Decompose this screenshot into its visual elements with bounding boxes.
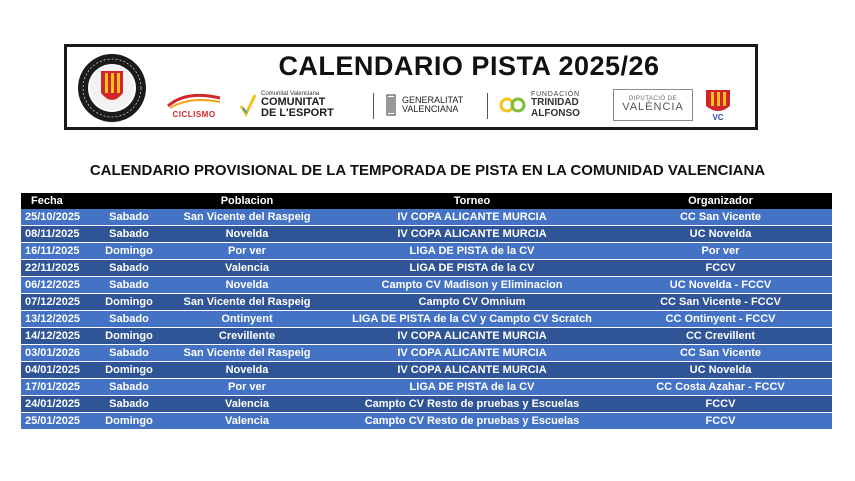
- cell-torneo: IV COPA ALICANTE MURCIA: [335, 328, 609, 345]
- cell-poblacion: Ontinyent: [159, 311, 335, 328]
- cell-torneo: IV COPA ALICANTE MURCIA: [335, 226, 609, 243]
- cell-dia: Domingo: [99, 294, 159, 311]
- dip-small-text: DIPUTACIÓ DE: [628, 96, 678, 103]
- cell-poblacion: Valencia: [159, 260, 335, 277]
- table-row: [21, 345, 832, 362]
- cell-torneo: LIGA DE PISTA de la CV y Campto CV Scratch: [335, 311, 609, 328]
- cell-organizador: UC Novelda: [609, 226, 832, 243]
- generalitat-crest-icon: [385, 93, 397, 117]
- cell-torneo: Campto CV Madison y Eliminacion: [335, 277, 609, 294]
- table-row: [21, 209, 832, 226]
- cell-dia: Sabado: [99, 311, 159, 328]
- cell-dia: Sabado: [99, 277, 159, 294]
- esport-check-icon: [239, 92, 257, 118]
- table-row: [21, 226, 832, 243]
- calendar-table: [21, 193, 832, 430]
- table-row: [21, 396, 832, 413]
- cell-poblacion: Novelda: [159, 277, 335, 294]
- cell-fecha: 17/01/2025: [21, 379, 99, 396]
- cell-torneo: IV COPA ALICANTE MURCIA: [335, 362, 609, 379]
- gv-line2: VALENCIANA: [402, 104, 459, 114]
- cell-organizador: UC Novelda: [609, 362, 832, 379]
- diputacio-valencia-logo: [613, 87, 695, 123]
- header-poblacion: Poblacion: [159, 193, 335, 209]
- table-row: [21, 277, 832, 294]
- esport-line2: DE L'ESPORT: [261, 107, 334, 119]
- cell-torneo: LIGA DE PISTA de la CV: [335, 243, 609, 260]
- cell-fecha: 08/11/2025: [21, 226, 99, 243]
- cell-fecha: 07/12/2025: [21, 294, 99, 311]
- cell-dia: Domingo: [99, 362, 159, 379]
- cell-dia: Domingo: [99, 328, 159, 345]
- cell-torneo: Campto CV Omnium: [335, 294, 609, 311]
- table-row: [21, 379, 832, 396]
- ciclismo-swoosh-icon: [166, 92, 222, 110]
- cell-poblacion: Crevillente: [159, 328, 335, 345]
- cell-fecha: 16/11/2025: [21, 243, 99, 260]
- ciclismo-logo-text: CICLISMO: [172, 109, 216, 119]
- cell-poblacion: Valencia: [159, 396, 335, 413]
- cell-organizador: Por ver: [609, 243, 832, 260]
- cell-poblacion: Valencia: [159, 413, 335, 430]
- esport-line1: COMUNITAT: [261, 96, 326, 108]
- header-fecha: Fecha: [21, 193, 99, 209]
- cell-organizador: CC Costa Azahar - FCCV: [609, 379, 832, 396]
- fundacion-trinidad-alfonso-logo: [499, 87, 603, 123]
- cell-poblacion: Por ver: [159, 379, 335, 396]
- cell-torneo: Campto CV Resto de pruebas y Escuelas: [335, 396, 609, 413]
- banner-title: CALENDARIO PISTA 2025/26: [278, 51, 660, 81]
- cell-torneo: LIGA DE PISTA de la CV: [335, 379, 609, 396]
- cell-dia: Sabado: [99, 209, 159, 226]
- table-row: [21, 294, 832, 311]
- cell-fecha: 24/01/2025: [21, 396, 99, 413]
- cell-fecha: 22/11/2025: [21, 260, 99, 277]
- cell-torneo: Campto CV Resto de pruebas y Escuelas: [335, 413, 609, 430]
- cell-dia: Domingo: [99, 243, 159, 260]
- vc-logo-icon: [703, 88, 733, 122]
- vc-logo: [703, 87, 747, 123]
- cell-organizador: CC San Vicente: [609, 209, 832, 226]
- fta-small-text: FUNDACIÓN: [531, 90, 580, 98]
- cell-organizador: UC Novelda - FCCV: [609, 277, 832, 294]
- cell-poblacion: Novelda: [159, 226, 335, 243]
- table-row: [21, 243, 832, 260]
- table-row: [21, 362, 832, 379]
- table-row: [21, 328, 832, 345]
- cell-torneo: IV COPA ALICANTE MURCIA: [335, 345, 609, 362]
- cell-poblacion: Por ver: [159, 243, 335, 260]
- header-torneo: Torneo: [335, 193, 609, 209]
- cell-dia: Sabado: [99, 396, 159, 413]
- header-organizador: Organizador: [609, 193, 832, 209]
- fta-line1: TRINIDAD: [531, 97, 579, 109]
- cell-poblacion: San Vicente del Raspeig: [159, 345, 335, 362]
- dip-big-text: VALÈNCIA: [622, 101, 684, 114]
- cell-poblacion: San Vicente del Raspeig: [159, 209, 335, 226]
- cell-organizador: FCCV: [609, 260, 832, 277]
- table-row: [21, 413, 832, 430]
- cell-organizador: CC San Vicente - FCCV: [609, 294, 832, 311]
- ciclismo-logo: [163, 87, 225, 123]
- page-subtitle: CALENDARIO PROVISIONAL DE LA TEMPORADA DE PISTA EN LA COMUNIDAD VALENCIANA: [89, 162, 766, 179]
- cell-fecha: 03/01/2026: [21, 345, 99, 362]
- table-row: [21, 311, 832, 328]
- header-dia: [99, 193, 159, 209]
- cell-fecha: 13/12/2025: [21, 311, 99, 328]
- cell-torneo: IV COPA ALICANTE MURCIA: [335, 209, 609, 226]
- cell-dia: Sabado: [99, 260, 159, 277]
- gv-line1: GENERALITAT: [402, 94, 464, 105]
- logo-divider: [373, 93, 374, 119]
- cell-fecha: 06/12/2025: [21, 277, 99, 294]
- federation-seal-logo: [77, 53, 147, 123]
- svg-text:VC: VC: [712, 113, 724, 122]
- cell-dia: Sabado: [99, 345, 159, 362]
- cell-dia: Sabado: [99, 379, 159, 396]
- cell-fecha: 25/01/2025: [21, 413, 99, 430]
- header-banner: [64, 44, 758, 130]
- cell-poblacion: Novelda: [159, 362, 335, 379]
- cell-fecha: 14/12/2025: [21, 328, 99, 345]
- cell-organizador: FCCV: [609, 413, 832, 430]
- cell-organizador: CC Ontinyent - FCCV: [609, 311, 832, 328]
- cell-organizador: CC Crevillent: [609, 328, 832, 345]
- fta-line2: ALFONSO: [531, 107, 580, 119]
- fta-rings-icon: [499, 96, 527, 114]
- cell-organizador: FCCV: [609, 396, 832, 413]
- cell-organizador: CC San Vicente: [609, 345, 832, 362]
- table-header-row: [21, 193, 832, 209]
- cell-fecha: 25/10/2025: [21, 209, 99, 226]
- cell-dia: Domingo: [99, 413, 159, 430]
- cell-fecha: 04/01/2025: [21, 362, 99, 379]
- table-row: [21, 260, 832, 277]
- generalitat-logo: [385, 87, 485, 123]
- logo-divider: [487, 93, 488, 119]
- cell-poblacion: San Vicente del Raspeig: [159, 294, 335, 311]
- cell-torneo: LIGA DE PISTA de la CV: [335, 260, 609, 277]
- comunitat-esport-logo: [239, 87, 359, 123]
- cell-dia: Sabado: [99, 226, 159, 243]
- esport-small-text: Comunitat Valenciana: [261, 91, 320, 97]
